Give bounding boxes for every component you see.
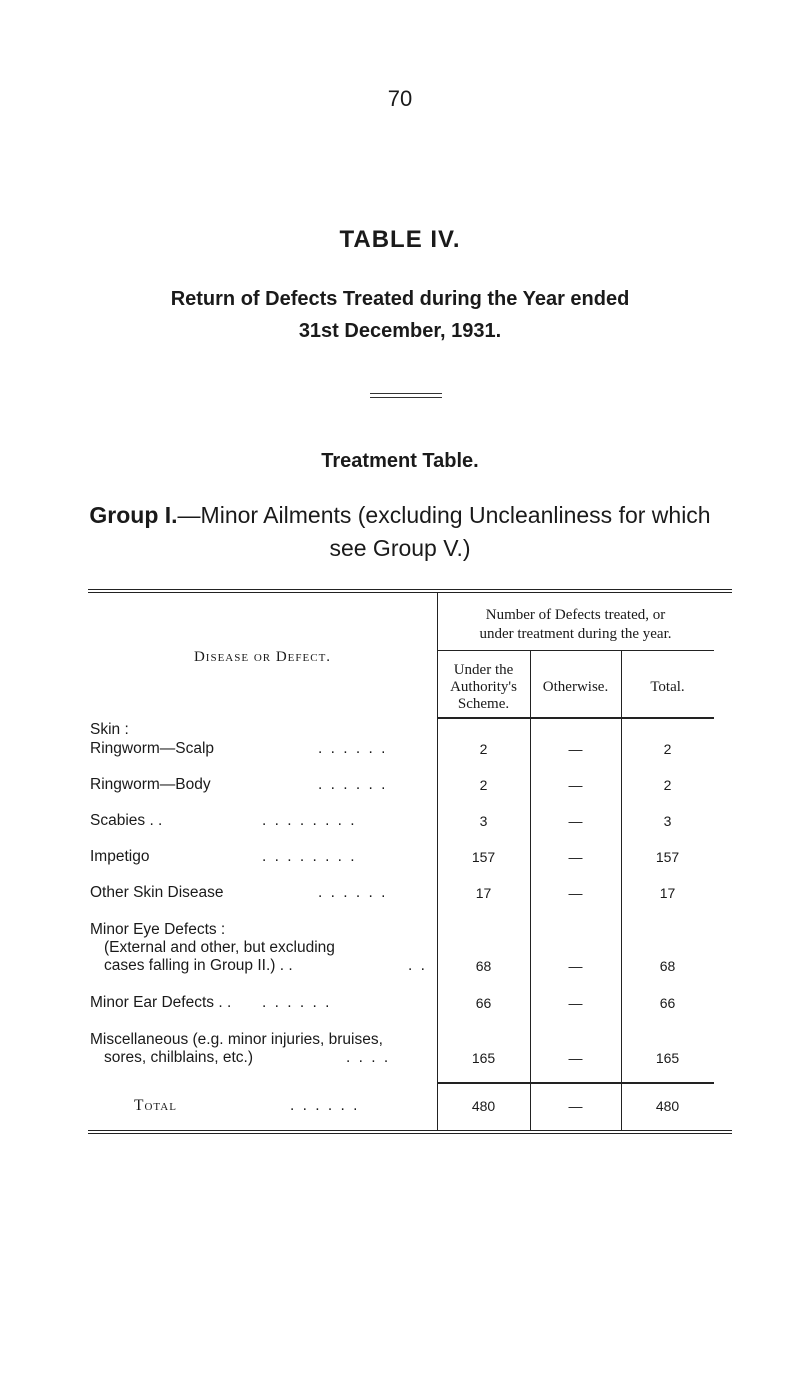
scheme-header: [437, 662, 530, 713]
total-scheme-value: 480: [471, 1098, 496, 1114]
total-header: Total.: [650, 679, 685, 695]
row-label-line-3: cases falling in Group II.) . .: [104, 957, 293, 974]
row-label: Other Skin Disease: [90, 884, 224, 901]
row-leader: . . . . . .: [318, 776, 388, 793]
row-label-line-2: sores, chilblains, etc.): [104, 1049, 254, 1066]
row-otherwise-value: —: [568, 849, 583, 865]
row-scheme-value: 2: [479, 777, 488, 793]
row-total-value: 157: [655, 849, 680, 865]
row-label: Ringworm—Body: [90, 776, 211, 793]
row-total-value: 68: [659, 958, 676, 974]
total-total-value: 480: [655, 1098, 680, 1114]
row-otherwise-value: —: [568, 741, 583, 757]
row-label: Impetigo: [90, 848, 150, 865]
table-top-rule: [88, 589, 732, 590]
group-description: —Minor Ailments (excluding Uncleanliness for which: [177, 502, 711, 528]
row-otherwise-value: —: [568, 885, 583, 901]
subheader-rule: [437, 650, 714, 651]
group-heading-line-1: [0, 502, 800, 529]
group-label: Group I.: [89, 502, 178, 528]
table-bottom-rule: [88, 1130, 732, 1131]
group-heading-line-2: see Group V.): [329, 535, 471, 561]
number-header-line-2: under treatment during the year.: [479, 626, 672, 642]
disease-header: Disease or Defect.: [193, 649, 332, 665]
row-total-value: 2: [663, 741, 672, 757]
row-scheme-value: 3: [479, 813, 488, 829]
table-bottom-rule-2: [88, 1133, 732, 1134]
page-number: 70: [387, 86, 413, 111]
row-total-value: 2: [663, 777, 672, 793]
otherwise-header: Otherwise.: [542, 679, 609, 695]
row-otherwise-value: —: [568, 995, 583, 1011]
row-otherwise-value: —: [568, 777, 583, 793]
total-otherwise-value: —: [568, 1098, 583, 1114]
row-leader: . . . . . . . .: [262, 848, 357, 865]
decorative-rule: [370, 393, 442, 401]
row-total-value: 165: [655, 1050, 680, 1066]
table-title: TABLE IV.: [339, 226, 461, 253]
row-otherwise-value: —: [568, 813, 583, 829]
row-label-line-2: (External and other, but excluding: [104, 939, 335, 956]
number-header-line-1: Number of Defects treated, or: [485, 607, 666, 623]
row-total-value: 3: [663, 813, 672, 829]
row-label-line-1: Miscellaneous (e.g. minor injuries, bruises,: [90, 1031, 383, 1048]
scheme-header-line-1: Under the: [453, 662, 514, 678]
row-leader: . . . . . . . .: [262, 812, 357, 829]
row-label-line-1: Minor Eye Defects :: [90, 921, 226, 938]
row-scheme-value: 157: [471, 849, 496, 865]
row-label: Scabies . .: [90, 812, 163, 829]
total-row-label: Total: [134, 1097, 177, 1114]
row-leader: . . . .: [346, 1049, 391, 1066]
scheme-header-line-2: Authority's: [450, 679, 517, 695]
row-scheme-value: 68: [475, 958, 492, 974]
row-total-value: 66: [659, 995, 676, 1011]
subtitle-line-2: 31st December, 1931.: [298, 320, 502, 342]
row-label: Ringworm—Scalp: [90, 740, 215, 757]
row-leader: . . . . . .: [318, 740, 388, 757]
row-leader: . . . . . .: [262, 994, 332, 1011]
total-top-rule: [437, 1082, 714, 1084]
header-bottom-rule: [437, 717, 714, 719]
row-leader: . .: [408, 957, 427, 974]
row-label: Minor Ear Defects . .: [90, 994, 232, 1011]
section-title: Treatment Table.: [321, 450, 479, 472]
row-scheme-value: 17: [475, 885, 492, 901]
row-scheme-value: 165: [471, 1050, 496, 1066]
row-otherwise-value: —: [568, 1050, 583, 1066]
row-scheme-value: 2: [479, 741, 488, 757]
subtitle-line-1: Return of Defects Treated during the Year ended: [170, 288, 630, 310]
scheme-header-line-3: Scheme.: [457, 696, 510, 712]
skin-group-label: Skin :: [90, 721, 129, 738]
table-top-rule-2: [88, 592, 732, 593]
row-total-value: 17: [659, 885, 676, 901]
row-otherwise-value: —: [568, 958, 583, 974]
row-scheme-value: 66: [475, 995, 492, 1011]
row-leader: . . . . . .: [318, 884, 388, 901]
total-row-leader: . . . . . .: [290, 1097, 360, 1114]
